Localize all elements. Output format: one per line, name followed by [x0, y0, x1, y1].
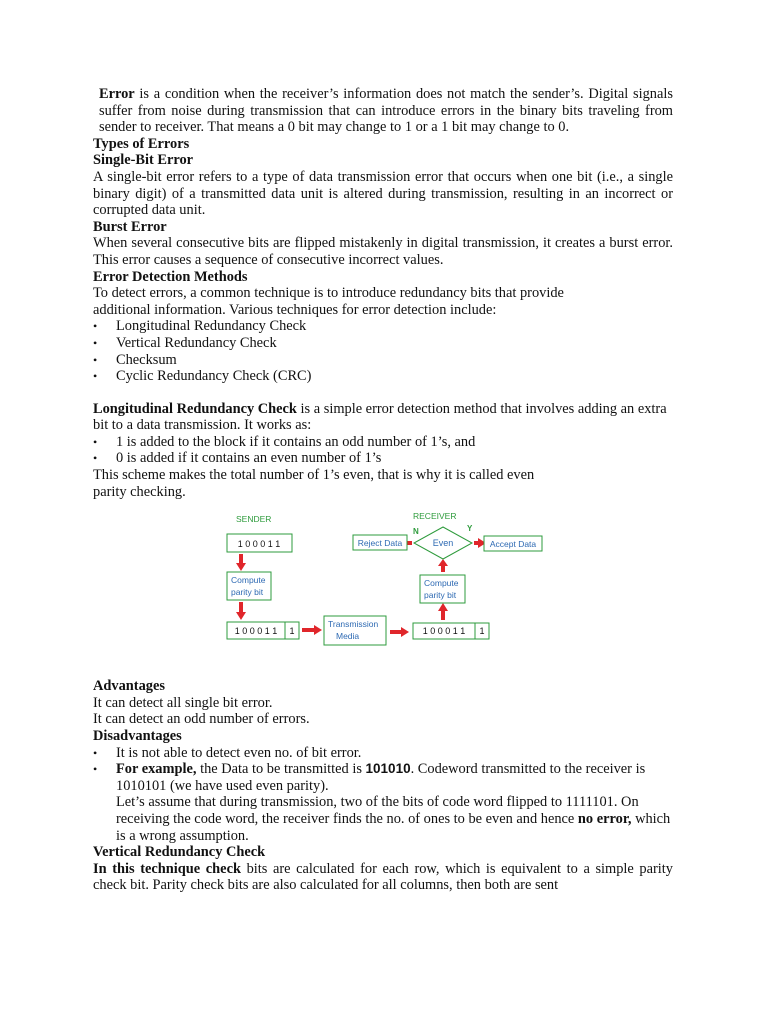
parity-diagram-svg — [93, 510, 673, 660]
advantages-line1: It can detect all single bit error. — [93, 694, 273, 711]
yes-label: Y — [467, 524, 473, 534]
detection-text-line2: additional information. Various techniques for error detection include: — [93, 301, 497, 318]
receiver-label: RECEIVER — [413, 511, 457, 522]
intro-lead: Error — [99, 86, 135, 102]
media-line2: Media — [336, 631, 360, 642]
vrc-paragraph — [93, 861, 673, 894]
lrc-lead: Longitudinal Redundancy Check — [93, 400, 297, 417]
spacer — [93, 385, 673, 401]
vrc-text: bits are calculated for each row, which is equivalent to a simple parity check bit. Parity check bits are also calculated for all columns, then both are sent — [93, 860, 673, 894]
list-item: • 1 is added to the block if it contains an odd number of 1’s, and — [93, 434, 673, 451]
burst-heading: Burst Error — [93, 218, 167, 235]
vrc-heading: Vertical Redundancy Check — [93, 844, 266, 861]
arrow-head-icon — [438, 559, 448, 566]
advantages-heading: Advantages — [93, 678, 165, 695]
list-item: • Checksum — [93, 352, 673, 369]
receiver-compute-line2: parity bit — [424, 590, 457, 601]
list-item: • It is not able to detect even no. of bit error. — [93, 745, 673, 762]
receiver-compute-line1: Compute — [424, 578, 459, 589]
document-page — [93, 86, 673, 894]
sender-compute-line2: parity bit — [231, 587, 264, 598]
list-item: • Cyclic Redundancy Check (CRC) — [93, 368, 673, 385]
lrc-rules-list — [93, 434, 673, 467]
sender-compute-line1: Compute — [231, 575, 266, 586]
burst-text: When several consecutive bits are flipped mistakenly in digital transmission, it creates a burst error. This error causes a sequence of consecutive incorrect values. — [93, 235, 673, 268]
detection-heading: Error Detection Methods — [93, 268, 248, 285]
reject-text: Reject Data — [357, 538, 403, 549]
sender-data-text: 1 0 0 0 1 1 — [237, 539, 281, 550]
lrc-paragraph — [93, 401, 673, 434]
sent-data-text: 1 0 0 0 1 1 — [234, 626, 278, 637]
arrow-head-icon — [401, 627, 409, 637]
example-data: 101010 — [365, 761, 411, 777]
types-heading: Types of Errors — [93, 135, 190, 152]
sender-label: SENDER — [236, 514, 272, 525]
decision-text: Even — [432, 538, 454, 549]
detection-text-line1: To detect errors, a common technique is to introduce redundancy bits that provide — [93, 285, 564, 302]
example-paragraph-2: Let’s assume that during transmission, two of the bits of code word flipped to 1111101. On receiving the code word, the receiver finds the no. of ones to be even and hence — [116, 794, 639, 827]
lrc-after-line1: This scheme makes the total number of 1’s even, that is why it is called even — [93, 467, 535, 484]
lrc-text: is a simple error detection method that involves adding an extra bit to a data transmission. It works as: — [93, 400, 667, 434]
advantages-line2: It can detect an odd number of errors. — [93, 711, 310, 728]
example-text-1: the Data to be transmitted is — [196, 761, 366, 778]
single-bit-heading: Single-Bit Error — [93, 152, 194, 169]
single-bit-text: A single-bit error refers to a type of data transmission error that occurs when one bit (i.e., a single binary digit) of a transmitted data unit is altered during transmission, resulting in an incorrect or corrupted data unit. — [93, 168, 673, 219]
intro-text: is a condition when the receiver’s information does not match the sender’s. Digital signals suffer from noise during transmission that can introduce errors in the binary bits traveling from sender to receiver. That means a 0 bit may change to 1 or a 1 bit may change to 0. — [99, 86, 673, 136]
example-no-error: no error, — [577, 811, 632, 827]
arrow-head-icon — [438, 603, 448, 611]
received-parity-text: 1 — [479, 626, 485, 637]
sent-parity-text: 1 — [289, 626, 295, 637]
list-item: • 0 is added if it contains an even number of 1’s — [93, 450, 673, 467]
media-line1: Transmission — [328, 619, 379, 630]
arrow-head-icon — [236, 612, 246, 620]
lrc-after-line2: parity checking. — [93, 483, 186, 500]
example-paragraph-2-end: which is a wrong assumption. — [116, 811, 671, 844]
intro-paragraph — [93, 86, 673, 136]
list-item — [93, 761, 673, 844]
received-data-text: 1 0 0 0 1 1 — [422, 626, 466, 637]
arrow-head-icon — [236, 563, 246, 571]
accept-text: Accept Data — [489, 539, 537, 550]
vrc-lead: In this technique check — [93, 860, 241, 877]
arrow-head-icon — [314, 625, 322, 635]
detection-methods-list — [93, 318, 673, 384]
disadvantages-list — [93, 745, 673, 845]
parity-diagram — [93, 510, 673, 660]
list-item: • Vertical Redundancy Check — [93, 335, 673, 352]
disadvantages-heading: Disadvantages — [93, 728, 182, 745]
example-text-2: . Codeword transmitted to the receiver is 1010101 (we have used even parity). — [116, 761, 646, 794]
list-item: • Longitudinal Redundancy Check — [93, 318, 673, 335]
example-lead: For example, — [116, 761, 197, 778]
no-label: N — [413, 527, 419, 537]
